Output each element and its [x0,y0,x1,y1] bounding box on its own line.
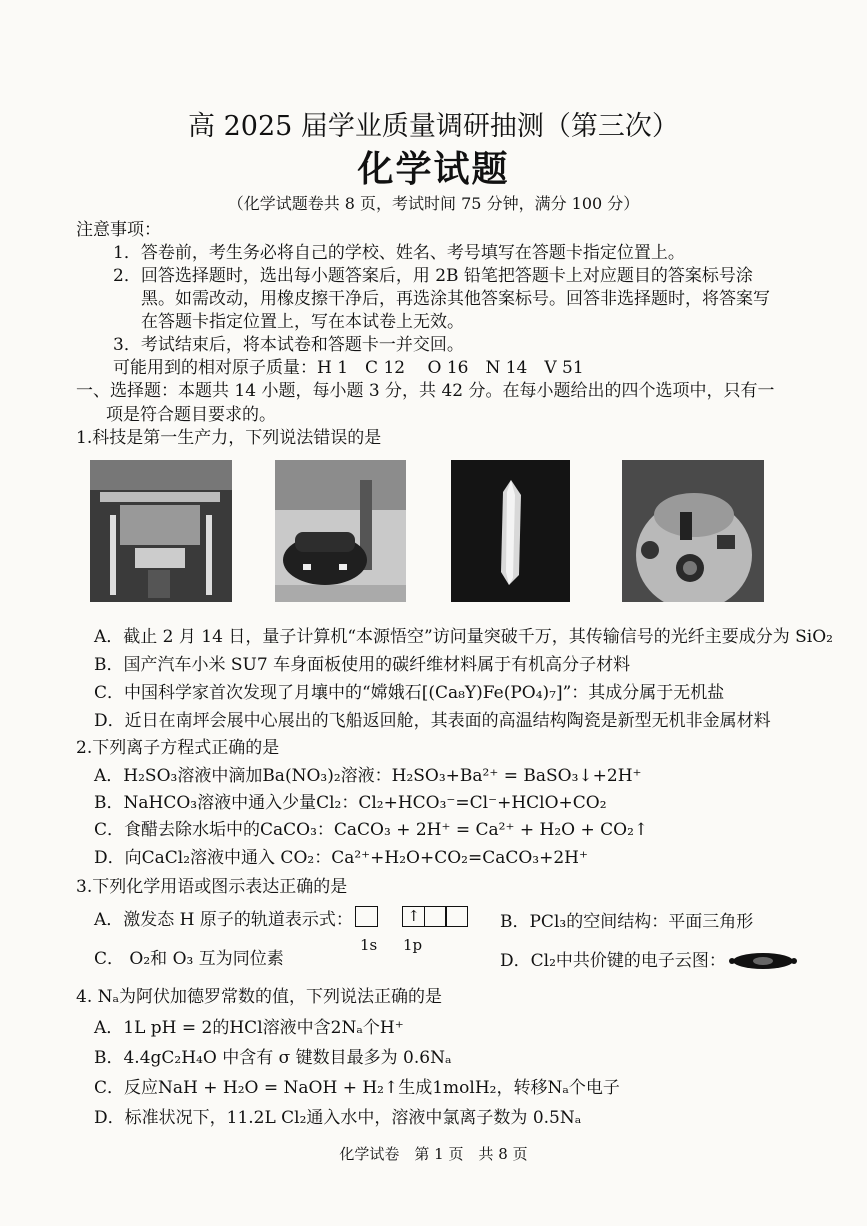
orbital-box-1p-3 [445,906,468,927]
exam-title: 高 2025 届学业质量调研抽测（第三次） [188,111,679,142]
exam-info: （化学试题卷共 8 页，考试时间 75 分钟，满分 100 分） [227,194,640,213]
orbital-diagram [355,906,468,927]
q4-option-a: A．1L pH = 2的HCl溶液中含2Nₐ个H⁺ [94,1018,404,1038]
atomic-masses: 可能用到的相对原子质量：H 1 C 12 O 16 N 14 V 51 [113,358,584,378]
orbital-label-1s: 1s [360,936,378,954]
note-2b: 黑。如需改动，用橡皮擦干净后，再选涂其他答案标号。回答非选择题时，将答案写 [141,289,770,309]
q3-option-a: A．激发态 H 原子的轨道表示式： [94,910,353,930]
q2-option-b: B．NaHCO₃溶液中通入少量Cl₂：Cl₂+HCO₃⁻=Cl⁻+HClO+CO₂ [94,793,607,813]
return-capsule-image [622,460,764,602]
car-image [275,460,406,602]
q2-option-a: A．H₂SO₃溶液中滴加Ba(NO₃)₂溶液：H₂SO₃+Ba²⁺ = BaSO₃↓+2H⁺ [94,766,642,786]
question-1-stem: 1.科技是第一生产力，下列说法错误的是 [76,428,382,448]
notes-heading: 注意事项： [76,220,161,240]
q3-option-b: B．PCl₃的空间结构：平面三角形 [500,912,754,932]
quantum-computer-image [90,460,232,602]
crystal-image [451,460,570,602]
note-2a: 2．回答选择题时，选出每小题答案后，用 2B 铅笔把答题卡上对应题目的答案标号涂 [113,266,753,286]
orbital-label-1p: 1p [403,936,423,954]
q1-option-b: B．国产汽车小米 SU7 车身面板使用的碳纤维材料属于有机高分子材料 [94,655,631,675]
orbital-box-1s [355,906,378,927]
orbital-box-1p-1: ↑ [402,906,425,927]
section-1-line-2: 项是符合题目要求的。 [106,405,276,425]
section-1-line-1: 一、选择题：本题共 14 小题，每小题 3 分，共 42 分。在每小题给出的四个选项中，只有一 [76,381,775,401]
orbital-box-1p-2 [424,906,447,927]
electron-cloud-image [728,951,798,975]
q4-option-c: C．反应NaH + H₂O = NaOH + H₂↑生成1molH₂，转移Nₐ个电子 [94,1078,620,1098]
q2-option-c: C．食醋去除水垢中的CaCO₃：CaCO₃ + 2H⁺ = Ca²⁺ + H₂O + CO₂↑ [94,820,649,840]
question-4-stem: 4. Nₐ为阿伏加德罗常数的值，下列说法正确的是 [76,987,443,1007]
page-footer: 化学试卷 第 1 页 共 8 页 [339,1145,528,1163]
q1-option-c: C．中国科学家首次发现了月壤中的“嫦娥石[(Ca₈Y)Fe(PO₄)₇]”：其成分属于无机盐 [94,683,725,703]
note-3: 3．考试结束后，将本试卷和答题卡一并交回。 [113,335,464,355]
subject-title: 化学试题 [357,148,510,190]
question-3-stem: 3.下列化学用语或图示表达正确的是 [76,877,348,897]
q4-option-b: B．4.4gC₂H₄O 中含有 σ 键数目最多为 0.6Nₐ [94,1048,452,1068]
question-2-stem: 2.下列离子方程式正确的是 [76,738,280,758]
q1-option-a: A．截止 2 月 14 日，量子计算机“本源悟空”访问量突破千万，其传输信号的光纤主要成分为 SiO₂ [94,627,833,647]
q1-option-d: D．近日在南坪会展中心展出的飞船返回舱，其表面的高温结构陶瓷是新型无机非金属材料 [94,711,771,731]
q4-option-d: D．标准状况下，11.2L Cl₂通入水中，溶液中氯离子数为 0.5Nₐ [94,1108,582,1128]
q3-option-c: C． O₂和 O₃ 互为同位素 [94,949,284,969]
note-2c: 在答题卡指定位置上，写在本试卷上无效。 [141,312,464,332]
q3-option-d: D．Cl₂中共价键的电子云图： [500,951,726,971]
note-1: 1．答卷前，考生务必将自己的学校、姓名、考号填写在答题卡指定位置上。 [113,243,685,263]
q2-option-d: D．向CaCl₂溶液中通入 CO₂：Ca²⁺+H₂O+CO₂=CaCO₃+2H⁺ [94,848,588,868]
